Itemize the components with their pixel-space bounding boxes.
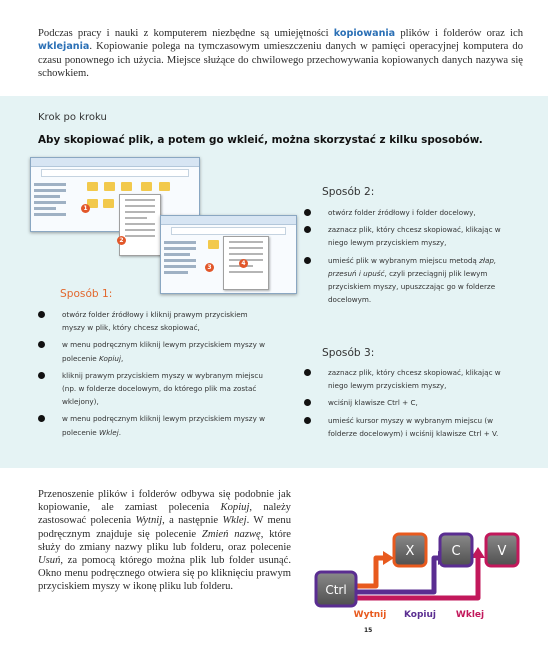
method-2-steps (304, 206, 519, 310)
keyword-wklejania: wklejania (38, 41, 90, 53)
list-item (38, 308, 268, 334)
list-item (38, 338, 268, 364)
step-text: , (120, 353, 124, 363)
intro-text-1: Podczas pracy i nauki z komputerem niezbędne są umiejętności (38, 28, 334, 39)
list-item (304, 366, 519, 392)
outro-text: . W menu podręcznym znajduje się polecenie (38, 515, 291, 540)
step-badge: 1 (81, 204, 90, 213)
step-badge: 4 (239, 259, 248, 268)
cut-arrow (356, 558, 385, 586)
list-item (38, 412, 268, 438)
intro-text-2: plików i folderów oraz ich (395, 28, 523, 39)
bullet-icon (38, 415, 45, 422)
section-title: Krok po kroku (38, 112, 107, 123)
command-zmien-nazwe: Zmień nazwę (201, 528, 261, 540)
step-text: zaznacz plik, który chcesz skopiować, klikając w niego lewym przyciskiem myszy, (328, 225, 501, 248)
v-key-label: V (497, 544, 507, 559)
list-item (304, 396, 519, 409)
command-usun: Usuń (38, 555, 61, 567)
method-3-steps (304, 366, 519, 444)
step-text: w menu podręcznym kliknij lewym przyciskiem myszy w polecenie (62, 414, 265, 437)
step-text: kliknij prawym przyciskiem myszy w wybranym miejscu (np. w folderze docelowym, do którego plik ma zostać wklejony), (62, 370, 263, 407)
outro-text: , należy zastosować polecenia (38, 502, 291, 527)
step-text: , czyli przeciągnij plik lewym przyciskiem myszy, upuszczając go w folderze docelowym. (328, 268, 496, 305)
list-item (304, 223, 519, 249)
list-item (304, 206, 519, 219)
command-wklej: Wklej (99, 427, 119, 437)
outro-text: , a następnie (162, 515, 223, 527)
step-text: otwórz folder źródłowy i folder docelowy, (328, 208, 476, 217)
command-kopiuj: Kopiuj (99, 353, 121, 363)
intro-paragraph (38, 27, 523, 81)
method-1-steps (38, 308, 268, 443)
x-key-label: X (405, 544, 415, 559)
step-text: umieść kursor myszy w wybranym miejscu (w folderze docelowym) i wciśnij klawisze Ctrl + V. (328, 415, 499, 438)
method-1-title: Sposób 1: (60, 288, 113, 300)
bullet-icon (38, 341, 45, 348)
bullet-icon (304, 257, 311, 264)
method-name-drag-drop: złap, przesuń i upuść (328, 255, 497, 278)
method-2-title: Sposób 2: (322, 186, 375, 198)
bullet-icon (304, 226, 311, 233)
outro-text: Przenoszenie plików i folderów odbywa się podobnie jak kopiowanie, ale zamiast polecenia (38, 489, 291, 514)
bullet-icon (304, 399, 311, 406)
step-text: w menu podręcznym kliknij lewym przyciskiem myszy w polecenie (62, 340, 265, 363)
bullet-icon (38, 311, 45, 318)
bullet-icon (304, 369, 311, 376)
step-text: otwórz folder źródłowy i kliknij prawym przyciskiem myszy w plik, który chcesz skopiować, (62, 310, 248, 333)
command-wklej: Wklej (222, 515, 247, 527)
list-item (38, 369, 268, 409)
section-subtitle: Aby skopiować plik, a potem go wkleić, można skorzystać z kilku sposobów. (38, 134, 483, 146)
intro-text-3: . Kopiowanie polega na tymczasowym umieszczeniu danych w pamięci operacyjnej komputera do czasu ponownego ich użycia. Miejsce służące do chwilowego przechowywania kopiowanych danych nazywa się schowkiem. (38, 41, 523, 80)
copy-label: Kopiuj (403, 610, 437, 620)
command-kopiuj: Kopiuj (220, 502, 250, 514)
command-wytnij: Wytnij (135, 515, 163, 527)
list-item (304, 414, 519, 440)
step-text: wciśnij klawisze Ctrl + C, (328, 398, 418, 408)
cut-arrowhead (383, 551, 394, 565)
ctrl-key-label: Ctrl (325, 583, 347, 597)
keyword-kopiowania: kopiowania (333, 28, 396, 39)
bullet-icon (38, 372, 45, 379)
step-text: umieść plik w wybranym miejscu metodą (328, 255, 480, 265)
list-item (304, 254, 519, 307)
step-text: . (118, 427, 121, 437)
keyboard-shortcut-diagram (310, 522, 525, 622)
outro-text: , które służy do zmiany nazwy pliku lub folderu, oraz polecenie (38, 528, 291, 553)
paste-label: Wklej (455, 610, 485, 620)
cut-label: Wytnij (353, 610, 387, 620)
c-key-label: C (451, 544, 461, 559)
step-badge: 2 (117, 236, 126, 245)
outro-text: , za pomocą którego można plik lub folder usunąć. Okno menu podręcznego otwiera się po kliknięciu prawym przyciskiem myszy w ikonę pliku lub folderu. (38, 555, 291, 593)
bullet-icon (304, 417, 311, 424)
page-number: 15 (364, 627, 373, 634)
outro-paragraph (38, 488, 291, 594)
step-text: zaznacz plik, który chcesz skopiować, klikając w niego lewym przyciskiem myszy, (328, 368, 501, 391)
bullet-icon (304, 209, 311, 216)
method-3-title: Sposób 3: (322, 347, 375, 359)
step-badge: 3 (205, 263, 214, 272)
explorer-screenshot-target (160, 215, 297, 294)
